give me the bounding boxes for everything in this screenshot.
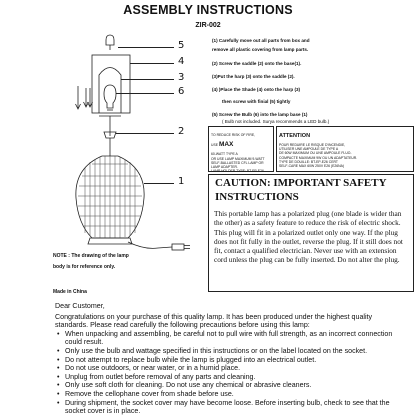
- lamp-diagram: [40, 28, 210, 263]
- list-item: • Do not attempt to replace bulb while the lamp is plugged into an electrical outlet.: [65, 356, 405, 365]
- step-5-line-1: (5) Screw the Bulb (6) into the lamp base (1): [212, 112, 308, 117]
- list-item: • During shipment, the socket cover may have become loose. Before inserting bulb, check to see that the socket cover is in place.: [65, 399, 405, 416]
- callout-6: 6: [178, 86, 185, 97]
- step-4-line-1: (4) )Place the Shade (4) onto the harp (3): [212, 87, 301, 92]
- plug-part: [172, 244, 184, 250]
- attention-heading: ATTENTION: [279, 132, 311, 139]
- wattage-use-word: USE: [211, 143, 218, 148]
- page-title: ASSEMBLY INSTRUCTIONS: [123, 3, 293, 17]
- caution-box: [208, 174, 414, 292]
- step-4-line-2: then screw with finial (5) tightly: [222, 99, 291, 104]
- letter-intro: Congratulations on your purchase of this quality lamp. It has been produced under the highest quality standards. Please read carefully the following precautions before using this lamp:: [55, 312, 373, 330]
- made-in-label: Made in China: [53, 289, 87, 295]
- wattage-label-body: 60-WATT TYPE A OR USE LAMP MAXIMUM 9-WATT SELF-BALLASTED CFL LAMP OR LAMP ADAPTER. LAMP HOLDER TYPE: BT-EP-E26: [211, 152, 265, 172]
- attention-body: POUR REDUIRE LE RISQUE D'INCENDIE, UTILISER UNE AMPOULE DE TYPE A DE 60W MAXIMUM OU UNE AMPOULE FLUO- COMPACTE MAXIMUM 9W OU UN ADAPTATEUR. TYPE DE DOUILLE: BT-EP-E26 CERT SELF-CARE MAX 60W 250V E26 (E26NA): [279, 142, 358, 168]
- list-item: • Only use the bulb and wattage specified in this instructions or on the label located on the socket.: [65, 347, 405, 356]
- callout-2: 2: [178, 126, 185, 137]
- wattage-label-top: TO REDUCE RISK OF FIRE,: [211, 132, 256, 137]
- step-1-line-1: (1) Carefully move out all parts from box and: [212, 38, 310, 43]
- drawing-note-1: NOTE : The drawing of the lamp: [53, 253, 129, 259]
- caution-heading: CAUTION: IMPORTANT SAFETY: [215, 177, 387, 189]
- callout-3: 3: [178, 72, 185, 83]
- precautions-list: [55, 330, 405, 416]
- callout-5: 5: [178, 40, 185, 51]
- step-3: (3)Put the harp (3) onto the saddle (2).: [212, 74, 295, 79]
- letter-greeting: Dear Customer,: [55, 302, 105, 310]
- list-item: • Do not use outdoors, or near water, or in a humid place.: [65, 364, 405, 373]
- step-2: (2) Screw the saddle (2) onto the base(1).: [212, 61, 302, 66]
- wattage-label-english: [208, 126, 274, 172]
- model-number: ZIR-002: [195, 22, 221, 29]
- lampshade-part: [92, 55, 130, 113]
- callout-4: 4: [178, 56, 185, 67]
- list-item: • Only use soft cloth for cleaning. Do not use any chemical or abrasive cleaners.: [65, 381, 405, 390]
- step-5-line-2: ( Bulb not included. Surya recommends a LED bulb.): [222, 119, 330, 124]
- lattice-pattern: [78, 156, 142, 238]
- finial-part: [106, 35, 114, 45]
- harp-part: [99, 68, 121, 114]
- caution-subheading: INSTRUCTIONS: [215, 191, 299, 203]
- power-cord: [128, 242, 190, 250]
- bulb-part: [104, 85, 116, 108]
- drawing-note-2: body is for reference only.: [53, 264, 116, 270]
- wattage-max-word: MAX: [218, 141, 234, 149]
- step-1-line-2: remove all plastic covering from lamp parts.: [212, 47, 309, 52]
- caution-body: This portable lamp has a polarized plug (one blade is wider than the other) as a safety feature to reduce the risk of electric shock. This plug will fit in a polarized outlet only one way. If the plug does not fit fully in the outlet, reverse the plug. If it still does not fit, contact a qualified electrician. Never use with an extension cord unless the plug can be fully inserted. Do not alter the plug.: [214, 209, 403, 265]
- customer-letter: [55, 302, 405, 416]
- list-item: • When unpacking and assembling, be careful not to pull wire with full strength, as an incorrect connection could result.: [65, 330, 405, 347]
- callout-1: 1: [178, 176, 185, 187]
- list-item: • Remove the cellophane cover from shade before use.: [65, 390, 405, 399]
- wattage-label-french: [276, 126, 414, 172]
- list-item: • Unplug from outlet before removal of any parts and cleaning.: [65, 373, 405, 382]
